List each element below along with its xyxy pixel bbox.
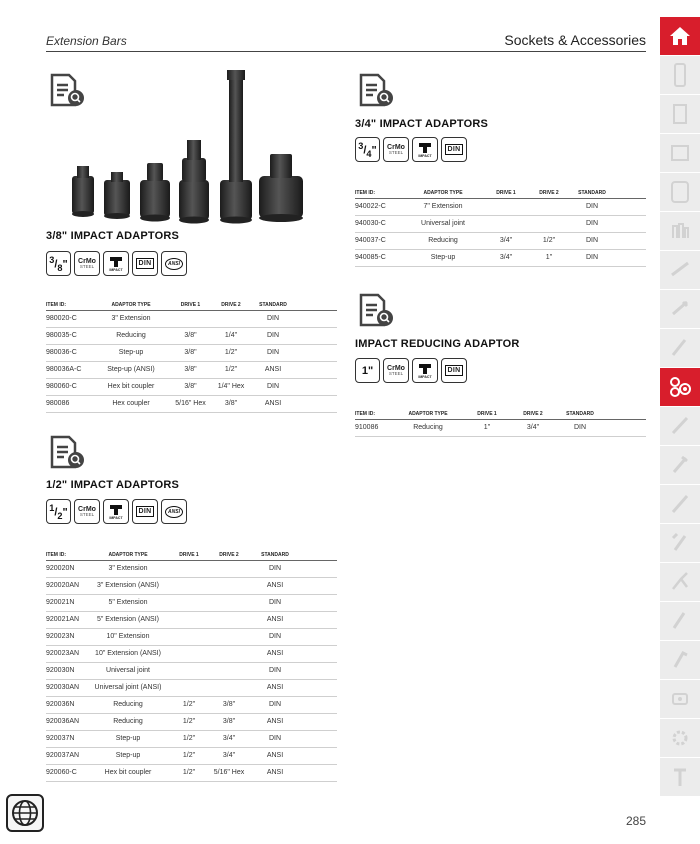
table-row (355, 215, 646, 232)
table-cell: Reducing (395, 419, 461, 436)
table-cell: DIN (250, 594, 300, 611)
table-cell: 1/2" (213, 361, 249, 378)
table-cell: 3" Extension (94, 310, 168, 327)
table-cell: ANSI (250, 747, 300, 764)
table-cell: Reducing (94, 327, 168, 344)
crmo-steel-badge: CrMo STEEL (383, 358, 409, 383)
table-cell-spacer (297, 344, 337, 361)
table-cell-spacer (300, 679, 337, 696)
table-cell: 980020-C (46, 310, 94, 327)
table-cell: Step-up (86, 730, 170, 747)
table-cell (170, 645, 208, 662)
sidebar-item-11[interactable] (660, 407, 700, 445)
column-header: DRIVE 1 (485, 180, 527, 198)
table-cell-spacer (300, 645, 337, 662)
website-globe-button[interactable] (6, 794, 44, 832)
table-cell (170, 560, 208, 577)
tool-icon (670, 101, 690, 127)
sidebar-item-home[interactable] (660, 17, 700, 55)
ansi-badge: ANSI (161, 499, 187, 524)
table-cell: ANSI (250, 679, 300, 696)
table-cell (208, 645, 250, 662)
table-cell: DIN (571, 215, 613, 232)
section-title-reducing: IMPACT REDUCING ADAPTOR (355, 338, 520, 350)
column-header: ADAPTOR TYPE (94, 292, 168, 310)
table-cell-spacer (613, 232, 646, 249)
tool-icon (669, 608, 691, 634)
table-cell (527, 198, 571, 215)
table-cell: Reducing (401, 232, 485, 249)
table-cell: ANSI (250, 713, 300, 730)
table-cell: 5" Extension (86, 594, 170, 611)
table-row (46, 361, 337, 378)
table-cell: 3" Extension (ANSI) (86, 577, 170, 594)
spec-badges-reducing (355, 358, 467, 383)
table-cell: 1" (527, 249, 571, 266)
crmo-steel-badge: CrMo STEEL (74, 499, 100, 524)
table-cell: 3/4" (208, 730, 250, 747)
table-cell: 920036N (46, 696, 86, 713)
table-cell: 3/8" (168, 361, 213, 378)
gear-icon (669, 725, 691, 751)
din-badge: DIN (132, 251, 158, 276)
table-cell-spacer (300, 747, 337, 764)
table-cell-spacer (300, 628, 337, 645)
table-cell: 920037AN (46, 747, 86, 764)
crmo-steel-badge: CrMo STEEL (74, 251, 100, 276)
table-row (355, 419, 646, 436)
sidebar-item-13[interactable] (660, 485, 700, 523)
impact-wrench-icon (418, 363, 432, 375)
sidebar-item-14[interactable] (660, 524, 700, 562)
table-cell: DIN (250, 560, 300, 577)
table-cell-spacer (297, 327, 337, 344)
table-cell: 5/16" Hex (208, 764, 250, 781)
table-cell: ANSI (249, 361, 297, 378)
column-header: DRIVE 2 (513, 401, 553, 419)
table-cell: Hex bit coupler (86, 764, 170, 781)
page-title: Sockets & Accessories (504, 32, 646, 48)
table-cell: 1/2" (170, 747, 208, 764)
table-cell (170, 594, 208, 611)
table-cell-spacer (613, 249, 646, 266)
impact-badge: IMPACT (412, 358, 438, 383)
table-cell (208, 611, 250, 628)
sidebar-item-7[interactable] (660, 251, 700, 289)
table-header-row (46, 292, 337, 310)
table-cell-spacer (300, 696, 337, 713)
table-cell: 3" Extension (86, 560, 170, 577)
spec-document-icon[interactable] (357, 292, 395, 330)
table-cell (170, 611, 208, 628)
table-1-2-adaptors (46, 542, 337, 782)
table-row (46, 696, 337, 713)
sidebar-item-2[interactable] (660, 56, 700, 94)
table-cell: 920020N (46, 560, 86, 577)
table-row (46, 713, 337, 730)
sidebar-item-4[interactable] (660, 134, 700, 172)
table-cell (170, 628, 208, 645)
table-cell: 1/4" (213, 327, 249, 344)
table-cell: 940085-C (355, 249, 401, 266)
din-badge: DIN (441, 137, 467, 162)
table-row (46, 310, 337, 327)
sidebar-item-17[interactable] (660, 641, 700, 679)
table-cell: 10" Extension (86, 628, 170, 645)
table-cell (485, 215, 527, 232)
table-cell: DIN (250, 662, 300, 679)
table-cell: 920021AN (46, 611, 86, 628)
table-row (355, 198, 646, 215)
column-header: ADAPTOR TYPE (401, 180, 485, 198)
table-cell: Hex coupler (94, 395, 168, 412)
table-row (46, 594, 337, 611)
table-cell: 3/4" (513, 419, 553, 436)
column-header: DRIVE 1 (168, 292, 213, 310)
spec-badges-1-2 (46, 499, 187, 524)
table-cell-spacer (607, 419, 646, 436)
table-cell (208, 594, 250, 611)
table-cell: DIN (249, 344, 297, 361)
table-cell: Step-up (86, 747, 170, 764)
drive-size-badge: $^1/_2$" (46, 499, 71, 524)
table-row (46, 327, 337, 344)
column-header: ADAPTOR TYPE (395, 401, 461, 419)
table-row (46, 662, 337, 679)
tool-icon (669, 218, 691, 244)
spec-document-icon[interactable] (357, 72, 395, 110)
table-cell (170, 662, 208, 679)
table-cell: Universal joint (401, 215, 485, 232)
table-cell: 3/8" (213, 395, 249, 412)
page-number: 285 (625, 814, 646, 828)
home-icon (668, 25, 692, 47)
table-cell: 920021N (46, 594, 86, 611)
sidebar-item-19[interactable] (660, 719, 700, 757)
table-cell: 910086 (355, 419, 395, 436)
column-header: ITEM ID: (355, 401, 395, 419)
table-cell: 1/2" (170, 730, 208, 747)
table-cell: 980036A-C (46, 361, 94, 378)
tool-icon (669, 257, 691, 283)
column-header: ADAPTOR TYPE (86, 542, 170, 560)
table-cell: DIN (250, 730, 300, 747)
table-header-row (46, 542, 337, 560)
table-row (46, 611, 337, 628)
table-cell: 3/8" (168, 378, 213, 395)
tool-icon (669, 179, 691, 205)
table-cell (170, 577, 208, 594)
table-cell: 920060-C (46, 764, 86, 781)
category-sidebar (660, 17, 700, 797)
table-cell: DIN (250, 628, 300, 645)
tool-icon (669, 530, 691, 556)
table-cell: Hex bit coupler (94, 378, 168, 395)
table-cell-spacer (613, 198, 646, 215)
column-header-spacer (613, 180, 646, 198)
drive-size-badge: $^3/_4$" (355, 137, 380, 162)
spec-badges-3-8 (46, 251, 187, 276)
table-cell: DIN (571, 232, 613, 249)
table-cell-spacer (300, 594, 337, 611)
table-header-row (355, 401, 646, 419)
column-header-spacer (297, 292, 337, 310)
sidebar-item-12[interactable] (660, 446, 700, 484)
column-header: DRIVE 1 (461, 401, 513, 419)
table-cell (208, 577, 250, 594)
sidebar-item-20[interactable] (660, 758, 700, 796)
table-cell: 980060-C (46, 378, 94, 395)
table-3-4-adaptors (355, 180, 646, 267)
pliers-icon (669, 569, 691, 595)
table-cell: Step-up (94, 344, 168, 361)
sidebar-item-sockets[interactable] (660, 368, 700, 406)
table-cell-spacer (300, 662, 337, 679)
drive-size-badge: 1" (355, 358, 380, 383)
table-cell-spacer (300, 560, 337, 577)
column-header: DRIVE 2 (208, 542, 250, 560)
table-cell (170, 679, 208, 696)
table-cell-spacer (297, 395, 337, 412)
impact-badge: IMPACT (103, 251, 129, 276)
table-cell: ANSI (249, 395, 297, 412)
table-cell: DIN (249, 310, 297, 327)
impact-badge: IMPACT (103, 499, 129, 524)
table-row (46, 679, 337, 696)
din-badge: DIN (441, 358, 467, 383)
table-cell: 920030N (46, 662, 86, 679)
table-row (46, 395, 337, 412)
sidebar-item-8[interactable] (660, 290, 700, 328)
measure-icon (669, 686, 691, 712)
crmo-steel-badge: CrMo STEEL (383, 137, 409, 162)
spec-document-icon[interactable] (48, 434, 86, 472)
spec-badges-3-4 (355, 137, 467, 162)
column-header: STANDARD (250, 542, 300, 560)
din-badge: DIN (132, 499, 158, 524)
drive-size-badge: $^3/_8$" (46, 251, 71, 276)
sockets-icon (667, 374, 693, 400)
table-cell-spacer (300, 730, 337, 747)
table-cell: 980086 (46, 395, 94, 412)
tool-icon (669, 413, 691, 439)
table-cell: 1/2" (170, 713, 208, 730)
column-header: DRIVE 2 (527, 180, 571, 198)
table-cell: Universal joint (ANSI) (86, 679, 170, 696)
section-title-3-8: 3/8" IMPACT ADAPTORS (46, 230, 180, 242)
sidebar-item-18[interactable] (660, 680, 700, 718)
table-cell: 3/8" (208, 713, 250, 730)
column-header: STANDARD (249, 292, 297, 310)
impact-wrench-icon (109, 256, 123, 268)
ansi-badge: ANSI (161, 251, 187, 276)
table-cell-spacer (613, 215, 646, 232)
table-cell (168, 310, 213, 327)
table-cell: Step-up (ANSI) (94, 361, 168, 378)
table-reducing-adaptor (355, 401, 646, 437)
table-cell: DIN (249, 327, 297, 344)
table-cell: 1/2" (527, 232, 571, 249)
tool-icon (669, 764, 691, 790)
tool-icon (669, 335, 691, 361)
impact-badge: IMPACT (412, 137, 438, 162)
table-cell: Reducing (86, 713, 170, 730)
table-row (46, 577, 337, 594)
breadcrumb: Extension Bars (46, 34, 127, 48)
table-cell: 940037-C (355, 232, 401, 249)
table-cell: 1/2" (213, 344, 249, 361)
table-cell: 1/4" Hex (213, 378, 249, 395)
table-cell: 920037N (46, 730, 86, 747)
table-cell: 940022-C (355, 198, 401, 215)
table-cell: 980035-C (46, 327, 94, 344)
tool-icon (669, 140, 691, 166)
table-cell: 5/16" Hex (168, 395, 213, 412)
table-row (46, 560, 337, 577)
table-cell: 1" (461, 419, 513, 436)
table-row (46, 764, 337, 781)
impact-wrench-icon (418, 142, 432, 154)
table-cell: 920030AN (46, 679, 86, 696)
tool-icon (669, 491, 691, 517)
table-cell: 3/4" (208, 747, 250, 764)
table-cell: ANSI (250, 645, 300, 662)
table-row (355, 249, 646, 266)
table-cell: 920020AN (46, 577, 86, 594)
table-cell-spacer (297, 361, 337, 378)
header-divider (46, 51, 646, 52)
table-cell: 940030-C (355, 215, 401, 232)
table-cell (208, 628, 250, 645)
table-cell: 10" Extension (ANSI) (86, 645, 170, 662)
table-cell: 3/8" (208, 696, 250, 713)
table-cell: DIN (250, 696, 300, 713)
table-cell: DIN (553, 419, 607, 436)
sidebar-item-3[interactable] (660, 95, 700, 133)
table-cell: 1/2" (170, 696, 208, 713)
table-row (46, 344, 337, 361)
table-cell: 980036-C (46, 344, 94, 361)
tool-icon (670, 62, 690, 88)
table-3-8-adaptors (46, 292, 337, 413)
sidebar-item-16[interactable] (660, 602, 700, 640)
table-cell-spacer (300, 764, 337, 781)
table-cell-spacer (300, 611, 337, 628)
column-header: ITEM ID: (355, 180, 401, 198)
table-cell (213, 310, 249, 327)
tool-icon (669, 647, 691, 673)
sidebar-item-6[interactable] (660, 212, 700, 250)
table-cell: 3/8" (168, 327, 213, 344)
table-cell-spacer (300, 713, 337, 730)
table-row (46, 378, 337, 395)
table-cell (485, 198, 527, 215)
table-cell: Reducing (86, 696, 170, 713)
table-cell: DIN (249, 378, 297, 395)
table-cell: Universal joint (86, 662, 170, 679)
impact-wrench-icon (109, 504, 123, 516)
sidebar-item-9[interactable] (660, 329, 700, 367)
tool-icon (669, 296, 691, 322)
tool-icon (669, 452, 691, 478)
column-header: DRIVE 2 (213, 292, 249, 310)
globe-icon (10, 798, 40, 828)
table-cell-spacer (297, 378, 337, 395)
table-row (46, 747, 337, 764)
table-cell: 920036AN (46, 713, 86, 730)
table-cell: 5" Extension (ANSI) (86, 611, 170, 628)
table-cell: 7" Extension (401, 198, 485, 215)
column-header: ITEM ID: (46, 542, 86, 560)
table-cell (208, 560, 250, 577)
table-cell: 920023N (46, 628, 86, 645)
table-row (46, 730, 337, 747)
sidebar-item-5[interactable] (660, 173, 700, 211)
table-cell: 920023AN (46, 645, 86, 662)
table-cell: ANSI (250, 764, 300, 781)
column-header-spacer (607, 401, 646, 419)
table-cell (208, 662, 250, 679)
table-cell (527, 215, 571, 232)
table-header-row (355, 180, 646, 198)
table-cell: ANSI (250, 577, 300, 594)
table-cell: ANSI (250, 611, 300, 628)
table-cell: DIN (571, 249, 613, 266)
column-header: DRIVE 1 (170, 542, 208, 560)
table-row (355, 232, 646, 249)
table-cell: 3/8" (168, 344, 213, 361)
table-cell-spacer (297, 310, 337, 327)
table-cell-spacer (300, 577, 337, 594)
section-title-1-2: 1/2" IMPACT ADAPTORS (46, 479, 180, 491)
sidebar-item-15[interactable] (660, 563, 700, 601)
column-header-spacer (300, 542, 337, 560)
product-image-impact-adaptors (64, 68, 324, 224)
table-cell (208, 679, 250, 696)
table-cell: 1/2" (170, 764, 208, 781)
column-header: STANDARD (571, 180, 613, 198)
table-row (46, 645, 337, 662)
table-cell: DIN (571, 198, 613, 215)
section-title-3-4: 3/4" IMPACT ADAPTORS (355, 118, 489, 130)
table-cell: 3/4" (485, 249, 527, 266)
table-cell: 3/4" (485, 232, 527, 249)
column-header: STANDARD (553, 401, 607, 419)
table-row (46, 628, 337, 645)
table-cell: Step-up (401, 249, 485, 266)
column-header: ITEM ID: (46, 292, 94, 310)
